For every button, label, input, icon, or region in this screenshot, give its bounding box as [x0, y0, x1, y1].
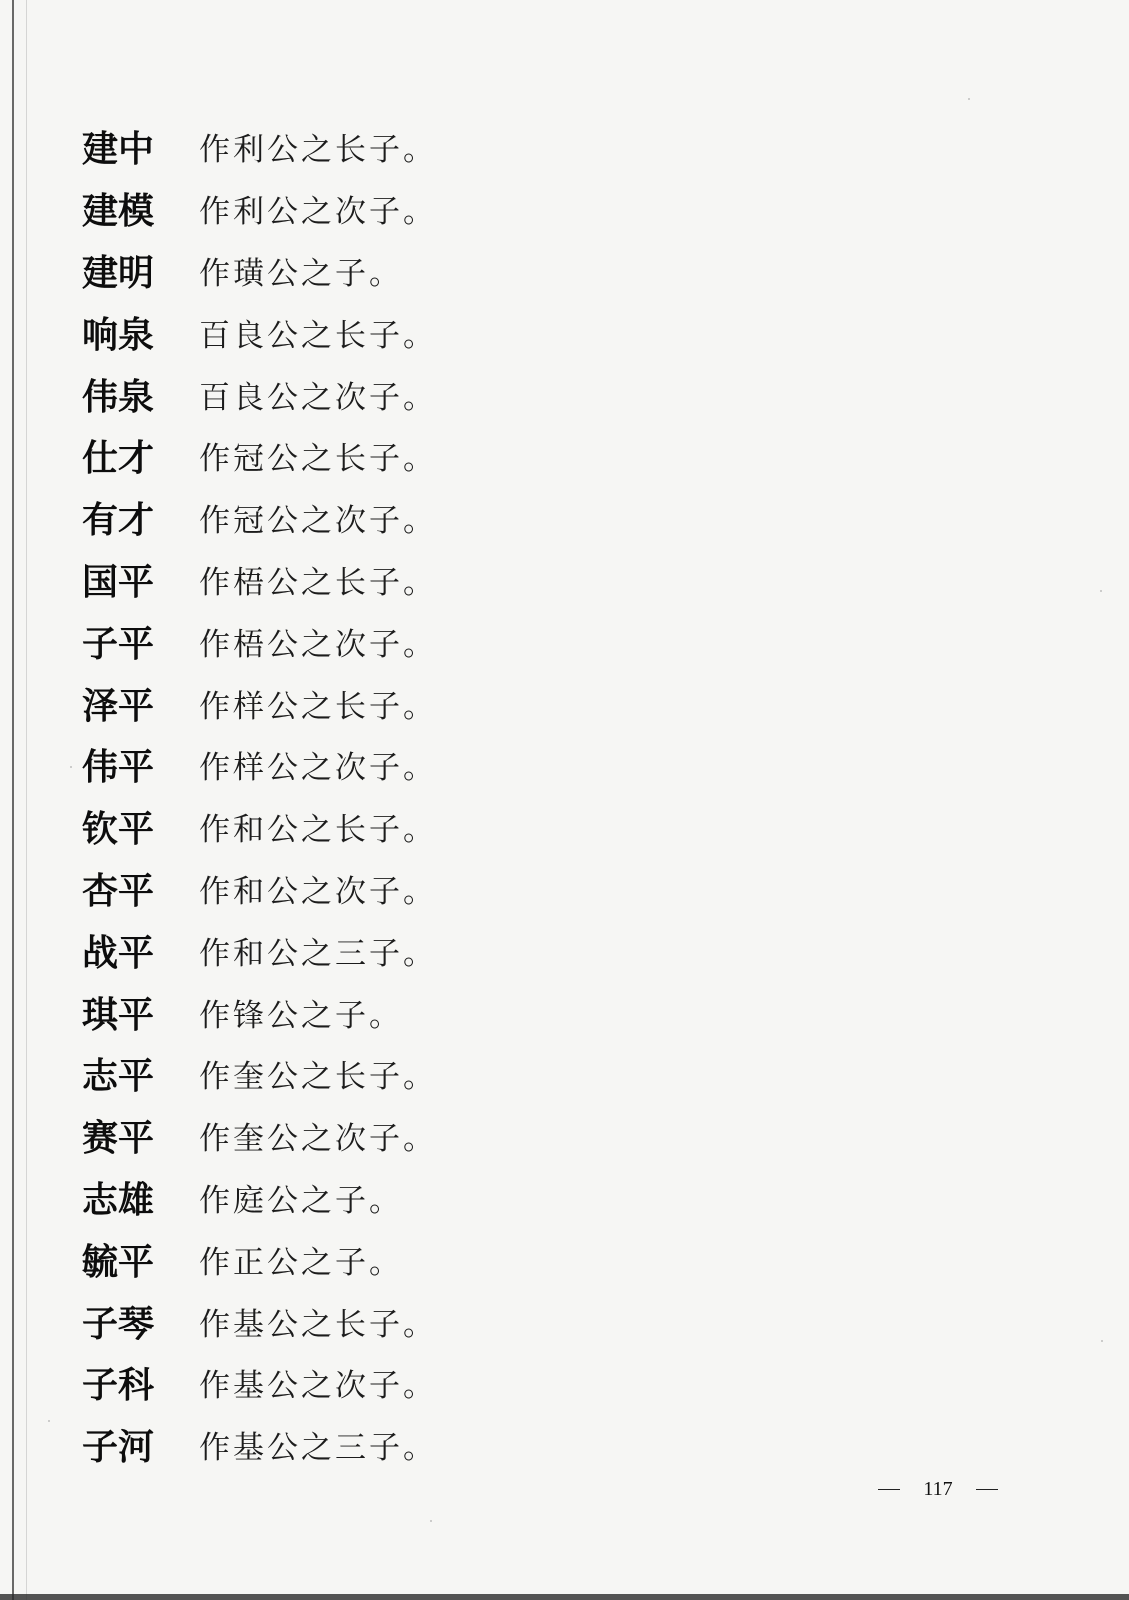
- entry-name: 志雄: [82, 1179, 155, 1221]
- genealogy-entry: [82, 487, 437, 549]
- entry-description: 作和公之长子。: [199, 812, 437, 849]
- genealogy-entry: [82, 734, 437, 796]
- genealogy-entry: [82, 1105, 437, 1167]
- entry-name: 伟平: [82, 747, 155, 789]
- entry-name: 仕才: [82, 438, 155, 480]
- genealogy-entry: [82, 672, 437, 734]
- scan-left-edge: [12, 0, 14, 1600]
- entry-name: 建明: [82, 252, 155, 294]
- entry-description: 作样公之长子。: [199, 688, 437, 725]
- genealogy-entry: [82, 1290, 437, 1352]
- genealogy-entry: [82, 919, 437, 981]
- entry-name: 有才: [82, 500, 155, 542]
- scan-speck: [48, 1420, 50, 1422]
- entry-description: 作庭公之子。: [199, 1182, 403, 1219]
- entry-description: 作冠公之次子。: [199, 503, 437, 540]
- entry-name: 杏平: [82, 870, 155, 912]
- entry-name: 战平: [82, 932, 155, 974]
- entry-name: 建中: [82, 129, 155, 171]
- genealogy-entry: [82, 240, 437, 302]
- page-number: 117: [923, 1478, 953, 1500]
- genealogy-entry: [82, 858, 437, 920]
- entry-description: 作基公之三子。: [199, 1430, 437, 1467]
- entry-description: 作利公之次子。: [199, 194, 437, 231]
- scan-left-edge-shadow: [26, 0, 27, 1600]
- entry-name: 琪平: [82, 994, 155, 1036]
- entry-name: 国平: [82, 561, 155, 603]
- entry-description: 作基公之次子。: [199, 1368, 437, 1405]
- scan-speck: [1101, 1340, 1103, 1342]
- entry-description: 作奎公之长子。: [199, 1059, 437, 1096]
- scan-bottom-edge: [0, 1594, 1129, 1600]
- entry-name: 子琴: [82, 1303, 155, 1345]
- entry-name: 钦平: [82, 809, 155, 851]
- genealogy-entry: [82, 796, 437, 858]
- entry-description: 作奎公之次子。: [199, 1121, 437, 1158]
- entry-description: 百良公之次子。: [199, 379, 437, 416]
- footer-dash-left: [878, 1489, 900, 1491]
- entry-name: 响泉: [82, 314, 155, 356]
- entry-name: 伟泉: [82, 376, 155, 418]
- entry-description: 作和公之三子。: [199, 935, 437, 972]
- genealogy-entry: [82, 425, 437, 487]
- entry-description: 作锋公之子。: [199, 997, 403, 1034]
- scan-speck: [430, 1520, 432, 1522]
- genealogy-entry: [82, 549, 437, 611]
- genealogy-entry: [82, 1352, 437, 1414]
- genealogy-entry-list: [82, 116, 437, 1476]
- footer-dash-right: [976, 1489, 998, 1491]
- entry-name: 泽平: [82, 685, 155, 727]
- entry-name: 建模: [82, 191, 155, 233]
- entry-name: 赛平: [82, 1118, 155, 1160]
- entry-name: 毓平: [82, 1241, 155, 1283]
- entry-description: 作梧公之长子。: [199, 564, 437, 601]
- genealogy-entry: [82, 981, 437, 1043]
- scan-speck: [1100, 590, 1102, 592]
- entry-name: 志平: [82, 1056, 155, 1098]
- entry-name: 子河: [82, 1427, 155, 1469]
- genealogy-entry: [82, 1043, 437, 1105]
- entry-name: 子平: [82, 623, 155, 665]
- entry-description: 作和公之次子。: [199, 873, 437, 910]
- entry-description: 作基公之长子。: [199, 1306, 437, 1343]
- genealogy-entry: [82, 116, 437, 178]
- genealogy-entry: [82, 1414, 437, 1476]
- entry-description: 作利公之长子。: [199, 132, 437, 169]
- genealogy-entry: [82, 1228, 437, 1290]
- scan-speck: [70, 766, 72, 768]
- entry-description: 作正公之子。: [199, 1244, 403, 1281]
- entry-description: 作璜公之子。: [199, 255, 403, 292]
- entry-name: 子科: [82, 1365, 155, 1407]
- entry-description: 百良公之长子。: [199, 317, 437, 354]
- page-footer: [878, 1478, 998, 1501]
- scan-speck: [968, 98, 970, 100]
- genealogy-entry: [82, 1167, 437, 1229]
- entry-description: 作梧公之次子。: [199, 626, 437, 663]
- genealogy-entry: [82, 178, 437, 240]
- entry-description: 作冠公之长子。: [199, 441, 437, 478]
- entry-description: 作样公之次子。: [199, 750, 437, 787]
- genealogy-entry: [82, 301, 437, 363]
- genealogy-entry: [82, 363, 437, 425]
- genealogy-entry: [82, 610, 437, 672]
